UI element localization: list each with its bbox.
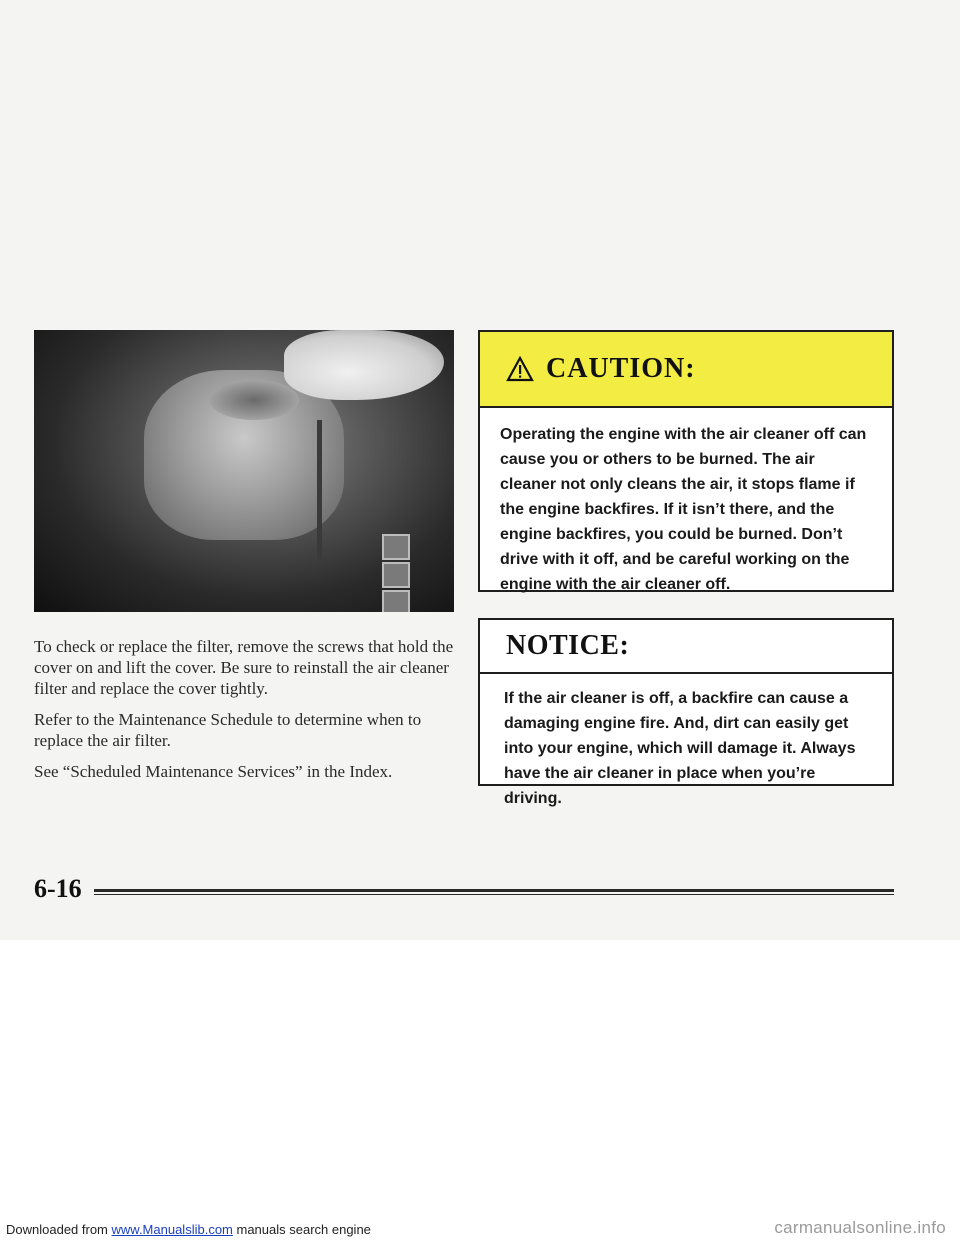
footer-prefix: Downloaded from [6,1222,112,1237]
engine-air-cleaner-photo [34,330,454,612]
screwdriver-image [317,420,322,560]
body-paragraph: See “Scheduled Maintenance Services” in the Index. [34,762,393,781]
label-sticker [382,534,410,560]
label-sticker [382,562,410,588]
manualslib-link[interactable]: www.Manualslib.com [111,1222,233,1237]
notice-title: NOTICE: [506,630,630,661]
caution-box [478,330,894,592]
body-paragraph: Refer to the Maintenance Schedule to determine when to replace the air filter. [34,710,422,750]
warning-triangle-icon [506,356,534,382]
notice-text: If the air cleaner is off, a backfire can cause a damaging engine fire. And, dirt can easily get into your engine, which will damage it. Always have the air cleaner in place when you’re driving. [504,690,856,807]
air-cleaner-cover [209,380,299,420]
footer-suffix: manuals search engine [232,1222,371,1237]
notice-header [480,620,892,674]
page-number: 6-16 [34,874,82,903]
body-text [34,636,454,792]
caution-header [480,332,892,408]
notice-box [478,618,894,807]
caution-title: CAUTION: [546,353,696,384]
hand-image [284,330,444,400]
footer-rule [94,889,894,892]
caution-text: Operating the engine with the air cleaner off can cause you or others to be burned. The air cleaner not only cleans the air, it stops flame if the engine backfires. If it isn’t there, and the engine backfires, you could be burned. Don’t drive with it off, and be careful working on the engine with the air cleaner off. [500,426,867,593]
label-sticker [382,590,410,612]
download-footer [6,1222,371,1237]
watermark: carmanualsonline.info [774,1218,946,1237]
body-paragraph: To check or replace the filter, remove the screws that hold the cover on and lift the cover. Be sure to reinstall the air cleaner filter and replace the cover tightly. [34,637,454,698]
footer-rule-thin [94,894,894,895]
